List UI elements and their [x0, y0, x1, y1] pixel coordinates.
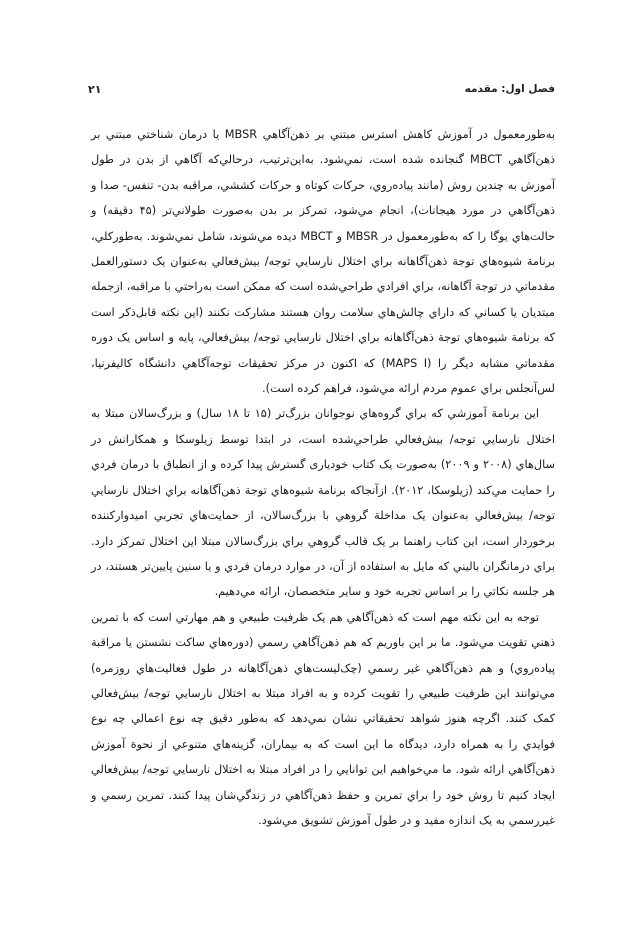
- paragraph-3: توجه به اين نكته مهم است كه ذهن‌آگاهي هم يک ظرفيت طبيعي و هم مهارتي است كه با تمرين ذهني تقويت مي‌شود. ما بر اين باوريم كه هم ذهن‌آگاهي رسمي (دوره‌هاي ساكت نشستن يا مراقبة پياده‌روي) و هم ذهن‌آگاهي غير رسمي (چک‌ليست‌هاي ذهن‌آگاهانه در طول فعاليت‌هاي روزمره) مي‌توانند اين ظرفيت طبيعي را تقويت كرده و به افراد مبتلا به اختلال نارسايي توجه/ بيش‌فعالي كمک كنند. اگرچه هنوز شواهد تحقيقاتي نشان نمي‌دهد كه به‌طور دقيق چه نوع اعمالي چه نوع فوايدي را به همراه دارد، ديدگاه ما اين است كه به بيماران، گزينه‌هاي متنوعي از نحوة آموزش ذهن‌آگاهي ارائه شود. ما مي‌خواهيم اين توانايي را در افراد مبتلا به اختلال نارسايي توجه/ بيش‌فعالي ايجاد كنيم تا روش خود را براي تمرين و حفظ ذهن‌آگاهي در زندگي‌شان پيدا كنند. تمرين رسمي و غيررسمي به يک اندازه مفيد و در طول آموزش تشويق مي‌شود.: [91, 610, 555, 827]
- paragraph-2: اين برنامة آموزشي كه براي گروه‌هاي نوجوانان بزرگ‌تر (۱۵ تا ۱۸ سال) و بزرگ‌سالان مبتلا به اختلال نارسايي توجه/ بيش‌فعالي طراحي‌شده است، در ابتدا توسط زيلوسكا و همكارانش در سال‌هاي (۲۰۰۸ و ۲۰۰۹) به‌صورت يک كتاب خوديارى گسترش پيدا كرده و از انطباق با درمان فردي را حمايت مي‌كند (زيلوسكا، ۲۰۱۲). ازآنجاكه برنامة شيوه‌هاي توجة ذهن‌آگاهانه براي اختلال نارسايي توجه/ بيش‌فعالي به‌عنوان يک مداخلة گروهي با بزرگ‌سالان، از حمايت‌هاي تجربي اميدواركننده برخوردار است، اين كتاب راهنما بر يک قالب گروهي براي بزرگ‌سالان مبتلا اين اختلال تمركز دارد. براي درمانگران باليني كه مايل به استفاده از آن، در موارد درمان فردي و يا سنين پايين‌تر هستند، در هر جلسه نكاتي را بر اساس تجربه خود و ساير متخصصان، ارائه مي‌دهيم.: [91, 407, 555, 599]
- body-text: [91, 122, 555, 833]
- running-header: [88, 80, 555, 98]
- page-number: ۲۱: [88, 82, 102, 96]
- paragraph-1: به‌طورمعمول در آموزش کاهش استرس مبتني بر ذهن‌آگاهي MBSR يا درمان شناختي مبتني بر ذهن‌آگاهي MBCT گنجانده شده است، نمي‌شود. به‌اين‌ترتيب، درحالي‌که آگاهي از بدن در طول آموزش به چندين روش (مانند پياده‌روي، حركات كوتاه و حركات كششي، مراقبه بدن- تنفس- صدا و ذهن‌آگاهي در مورد هيجانات)، انجام مي‌شود، تمركز بر بدن به‌صورت طولاني‌تر (۴۵ دقيقه) و حالت‌هاي يوگا را كه به‌طورمعمول در MBSR و MBCT ديده مي‌شوند، شامل نمي‌شوند. به‌طوركلي، برنامة شيوه‌هاي توجة ذهن‌آگاهانه براي اختلال نارسايي توجه/ بيش‌فعالي به‌عنوان يک دستورالعمل مقدماتي در توجة آگاهانه، براي افرادي طراحي‌شده است كه ممكن است به‌راحتي با مراقبه، ازجمله مبتديان يا كساني كه داراي چالش‌هاي سلامت روان هستند مشاركت نكنند (اين نكته قابل‌ذكر است كه برنامة شيوه‌هاي توجة ذهن‌آگاهانه براي اختلال نارسايي توجه/ بيش‌فعالي، پايه و اساس يک دوره مقدماتي مشابه ديگر را (MAPS I) كه اكنون در مركز تحقيقات توجه‌آگاهي دانشگاه كاليفرنيا، لس‌آنجلس براي عموم مردم ارائه مي‌شود، فراهم كرده است).: [91, 128, 556, 396]
- chapter-title: فصل اول: مقدمه: [464, 83, 555, 95]
